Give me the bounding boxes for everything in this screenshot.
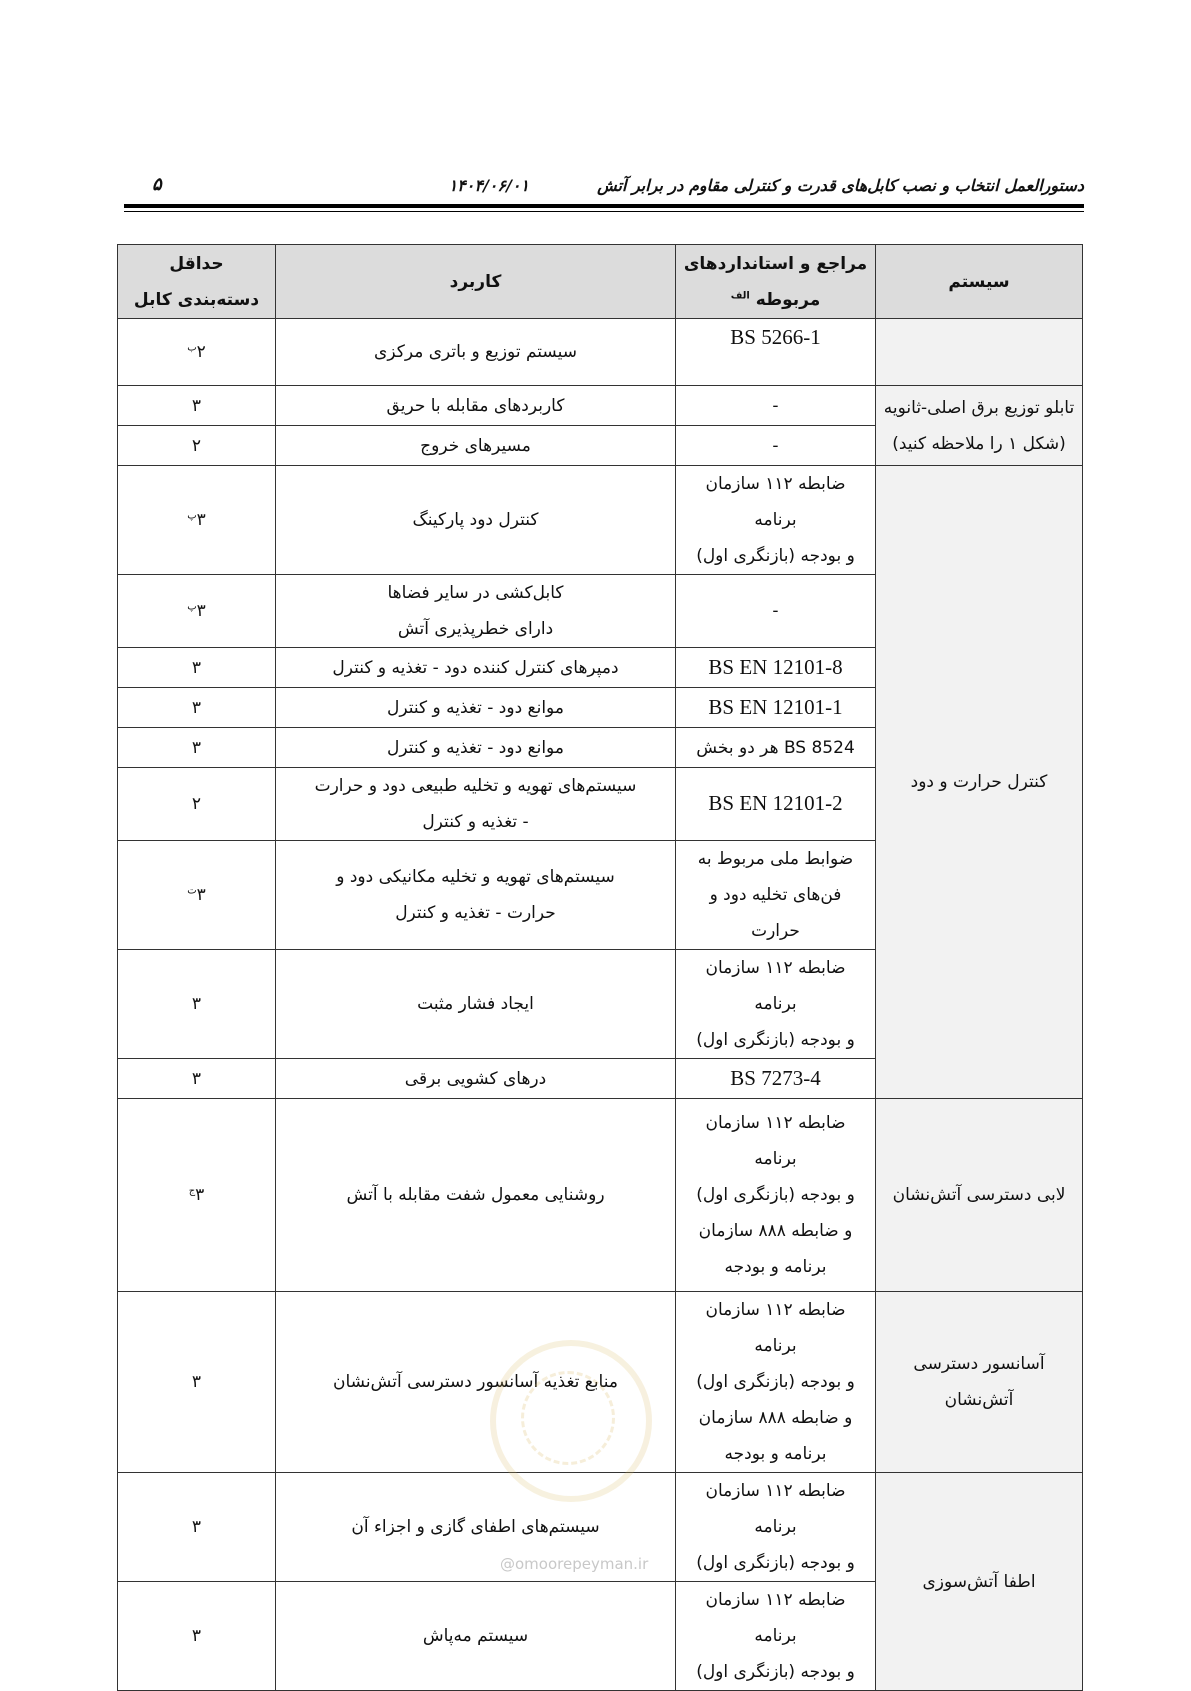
application-cell: دمپرهای کنترل کننده دود - تغذیه و کنترل — [276, 648, 676, 688]
application-cell: مسیرهای خروج — [276, 426, 676, 466]
application-cell: ایجاد فشار مثبت — [276, 950, 676, 1059]
grade-cell: ۳ — [118, 1582, 276, 1691]
grade-cell: ۲ — [118, 426, 276, 466]
table-row — [118, 319, 1083, 386]
table-row — [118, 386, 1083, 426]
system-cell-extinguish: اطفا آتش‌سوزی — [876, 1473, 1083, 1691]
header-system: سیستم — [876, 245, 1083, 319]
grade-cell: ۳ — [118, 648, 276, 688]
grade-cell: ۳ — [118, 386, 276, 426]
document-date: ۱۴۰۴/۰۶/۰۱ — [448, 176, 529, 195]
reference-cell: ضابطه ۱۱۲ سازمان برنامه و بودجه (بازنگری اول) — [676, 466, 876, 575]
grade-cell: ۳ — [118, 1059, 276, 1099]
reference-cell: ضوابط ملی مربوط به فن‌های تخلیه دود و حرارت — [676, 841, 876, 950]
reference-cell: BS 7273-4 — [676, 1059, 876, 1099]
header-min-class: حداقل دسته‌بندی کابل — [118, 245, 276, 319]
reference-cell: BS EN 12101-8 — [676, 648, 876, 688]
application-cell: سیستم مه‌پاش — [276, 1582, 676, 1691]
application-cell: موانع دود - تغذیه و کنترل — [276, 728, 676, 768]
grade-cell: ۲ — [118, 768, 276, 841]
header-rule-thick — [124, 204, 1084, 208]
grade-cell: $۳^پ$ — [118, 575, 276, 648]
reference-cell: - — [676, 426, 876, 466]
reference-cell: BS 5266-1 — [676, 319, 876, 386]
reference-cell: ضابطه ۱۱۲ سازمان برنامه و بودجه (بازنگری اول) — [676, 1473, 876, 1582]
reference-cell: BS 8524 هر دو بخش — [676, 728, 876, 768]
page-number: ۵ — [152, 174, 162, 195]
application-cell: کنترل دود پارکینگ — [276, 466, 676, 575]
reference-cell: BS EN 12101-1 — [676, 688, 876, 728]
application-cell: سیستم‌های تهویه و تخلیه مکانیکی دود و حرارت - تغذیه و کنترل — [276, 841, 676, 950]
grade-cell: ۳ — [118, 1292, 276, 1473]
reference-cell: - — [676, 575, 876, 648]
grade-cell: ۳ — [118, 1473, 276, 1582]
header-rule-thin — [124, 211, 1084, 212]
application-cell: سیستم توزیع و باتری مرکزی — [276, 319, 676, 386]
reference-cell: ضابطه ۱۱۲ سازمان برنامه و بودجه (بازنگری اول) — [676, 950, 876, 1059]
grade-cell: $۳^ت$ — [118, 841, 276, 950]
application-cell: سیستم‌های اطفای گازی و اجزاء آن — [276, 1473, 676, 1582]
application-cell: منابع تغذیه آسانسور دسترسی آتش‌نشان — [276, 1292, 676, 1473]
grade-cell: $۲^ب$ — [118, 319, 276, 386]
header-application: کاربرد — [276, 245, 676, 319]
application-cell: روشنایی معمول شفت مقابله با آتش — [276, 1099, 676, 1292]
cable-requirements-table — [117, 244, 1083, 1691]
application-cell: سیستم‌های تهویه و تخلیه طبیعی دود و حرارت - تغذیه و کنترل — [276, 768, 676, 841]
system-cell-heat-smoke: کنترل حرارت و دود — [876, 466, 1083, 1099]
reference-cell: - — [676, 386, 876, 426]
grade-cell: $۳^پ$ — [118, 466, 276, 575]
reference-cell: ضابطه ۱۱۲ سازمان برنامه و بودجه (بازنگری اول) — [676, 1582, 876, 1691]
application-cell: درهای کشویی برقی — [276, 1059, 676, 1099]
system-cell-empty — [876, 319, 1083, 386]
reference-cell: ضابطه ۱۱۲ سازمان برنامه و بودجه (بازنگری اول) و ضابطه ۸۸۸ سازمان برنامه و بودجه — [676, 1292, 876, 1473]
reference-cell: ضابطه ۱۱۲ سازمان برنامه و بودجه (بازنگری اول) و ضابطه ۸۸۸ سازمان برنامه و بودجه — [676, 1099, 876, 1292]
grade-cell: ۳ — [118, 728, 276, 768]
watermark-text: @omoorepeyman.ir — [500, 1555, 649, 1573]
table-row — [118, 1099, 1083, 1292]
reference-cell: BS EN 12101-2 — [676, 768, 876, 841]
grade-cell: ۳ — [118, 950, 276, 1059]
system-cell-elevator: آسانسور دسترسی آتش‌نشان — [876, 1292, 1083, 1473]
system-cell-lobby: لابی دسترسی آتش‌نشان — [876, 1099, 1083, 1292]
grade-cell: ۳ — [118, 688, 276, 728]
grade-cell: $۳^ج$ — [118, 1099, 276, 1292]
header-references: مراجع و استانداردهای مربوطه $^{الف}$ — [676, 245, 876, 319]
page-header — [124, 170, 1084, 206]
application-cell: کابل‌کشی در سایر فضاها دارای خطرپذیری آتش — [276, 575, 676, 648]
application-cell: کاربردهای مقابله با حریق — [276, 386, 676, 426]
document-title: دستورالعمل انتخاب و نصب کابل‌های قدرت و کنترلی مقاوم در برابر آتش — [597, 176, 1084, 195]
system-cell-panel: تابلو توزیع برق اصلی-ثانویه (شکل ۱ را ملاحظه کنید) — [876, 386, 1083, 466]
application-cell: موانع دود - تغذیه و کنترل — [276, 688, 676, 728]
table-header-row — [118, 245, 1083, 319]
table-row — [118, 1292, 1083, 1473]
table-row — [118, 466, 1083, 575]
